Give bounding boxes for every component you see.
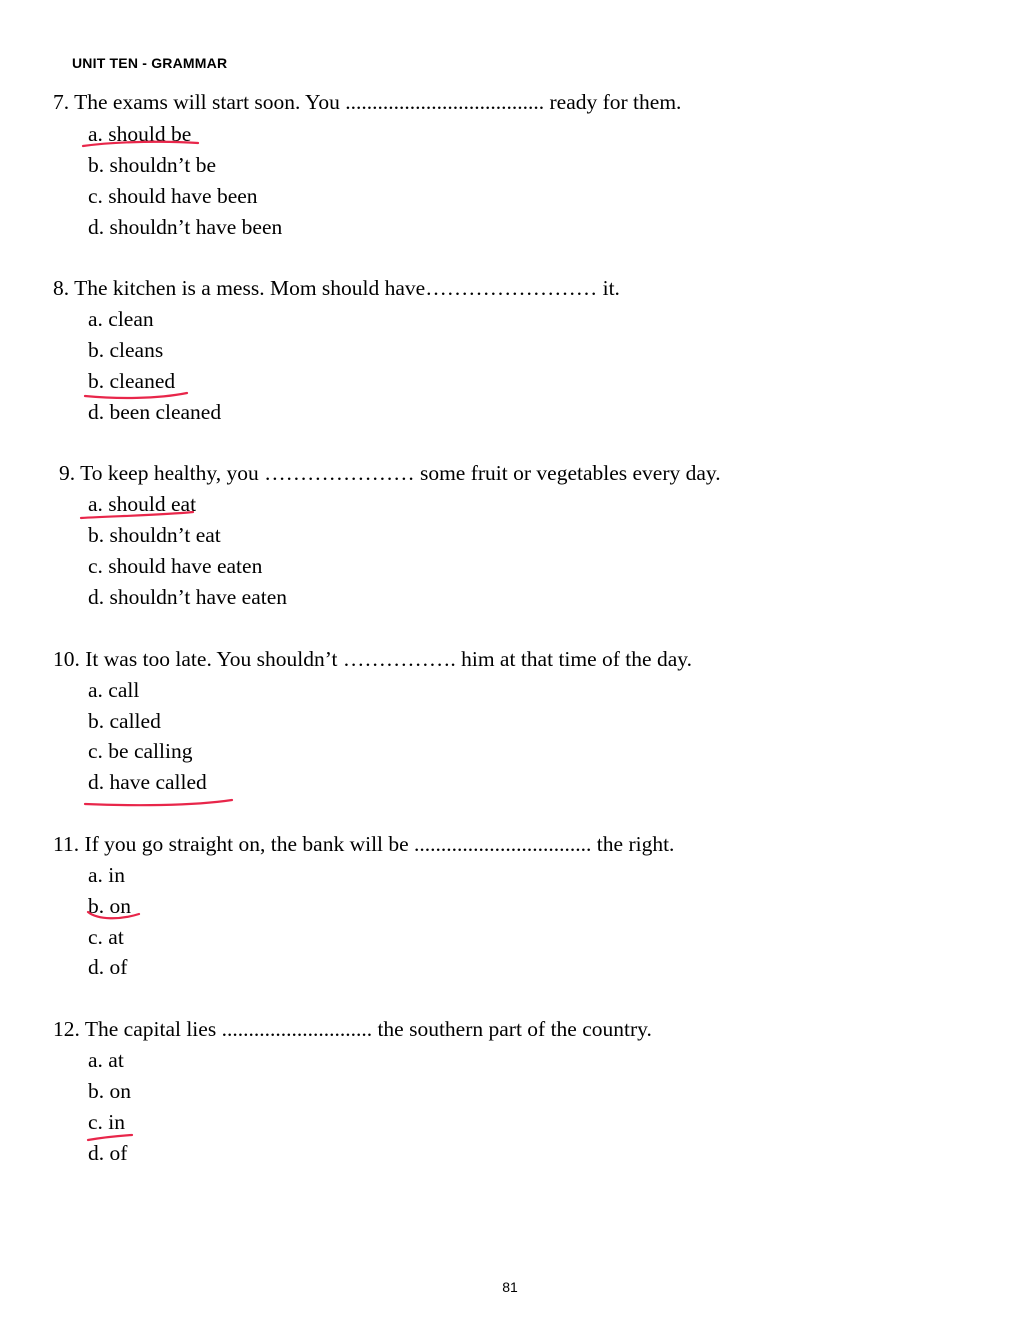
question-11-option-c: c. at [88, 925, 124, 949]
question-9-option-a: a. should eat [88, 492, 197, 516]
answer-underline-mark [82, 388, 194, 404]
question-10-option-b: b. called [88, 709, 161, 733]
question-12-option-b: b. on [88, 1079, 131, 1103]
question-11-option-a: a. in [88, 863, 126, 887]
question-8-option-b: b. cleans [88, 338, 164, 362]
question-8-option-c: b. cleaned [88, 369, 176, 393]
question-12-option-d: d. of [88, 1141, 128, 1165]
question-7-option-d: d. shouldn’t have been [88, 215, 283, 239]
answer-underline-mark [80, 138, 210, 154]
question-9-option-d: d. shouldn’t have eaten [88, 585, 288, 609]
question-10-stem: 10. It was too late. You shouldn’t ……………. him at that time of the day. [53, 647, 692, 671]
question-9-option-b: b. shouldn’t eat [88, 523, 221, 547]
question-8-option-d: d. been cleaned [88, 400, 222, 424]
question-11-option-b: b. on [88, 894, 131, 918]
answer-underline-mark [78, 508, 203, 524]
question-7-stem: 7. The exams will start soon. You ..................................... ready for them. [53, 90, 682, 114]
question-10-option-c: c. be calling [88, 739, 193, 763]
question-7-option-a: a. should be [88, 122, 192, 146]
question-12-option-c: c. in [88, 1110, 126, 1134]
question-9-option-c: c. should have eaten [88, 554, 263, 578]
question-8-stem: 8. The kitchen is a mess. Mom should have…………………… it. [53, 276, 620, 300]
question-11-option-d: d. of [88, 955, 128, 979]
question-12-option-a: a. at [88, 1048, 124, 1072]
answer-underline-mark [84, 908, 146, 924]
page-number: 81 [502, 1279, 518, 1295]
question-7-option-b: b. shouldn’t be [88, 153, 217, 177]
question-9-stem: 9. To keep healthy, you ………………… some fruit or vegetables every day. [59, 461, 721, 485]
answer-underline-mark [82, 796, 240, 812]
question-10-option-d: d. have called [88, 770, 207, 794]
question-10-option-a: a. call [88, 678, 140, 702]
question-7-option-c: c. should have been [88, 184, 258, 208]
unit-header: UNIT TEN - GRAMMAR [72, 55, 228, 71]
question-11-stem: 11. If you go straight on, the bank will be ................................. the right. [53, 832, 675, 856]
question-8-option-a: a. clean [88, 307, 154, 331]
answer-underline-mark [84, 1130, 140, 1146]
question-12-stem: 12. The capital lies ............................ the southern part of the country. [53, 1017, 652, 1041]
